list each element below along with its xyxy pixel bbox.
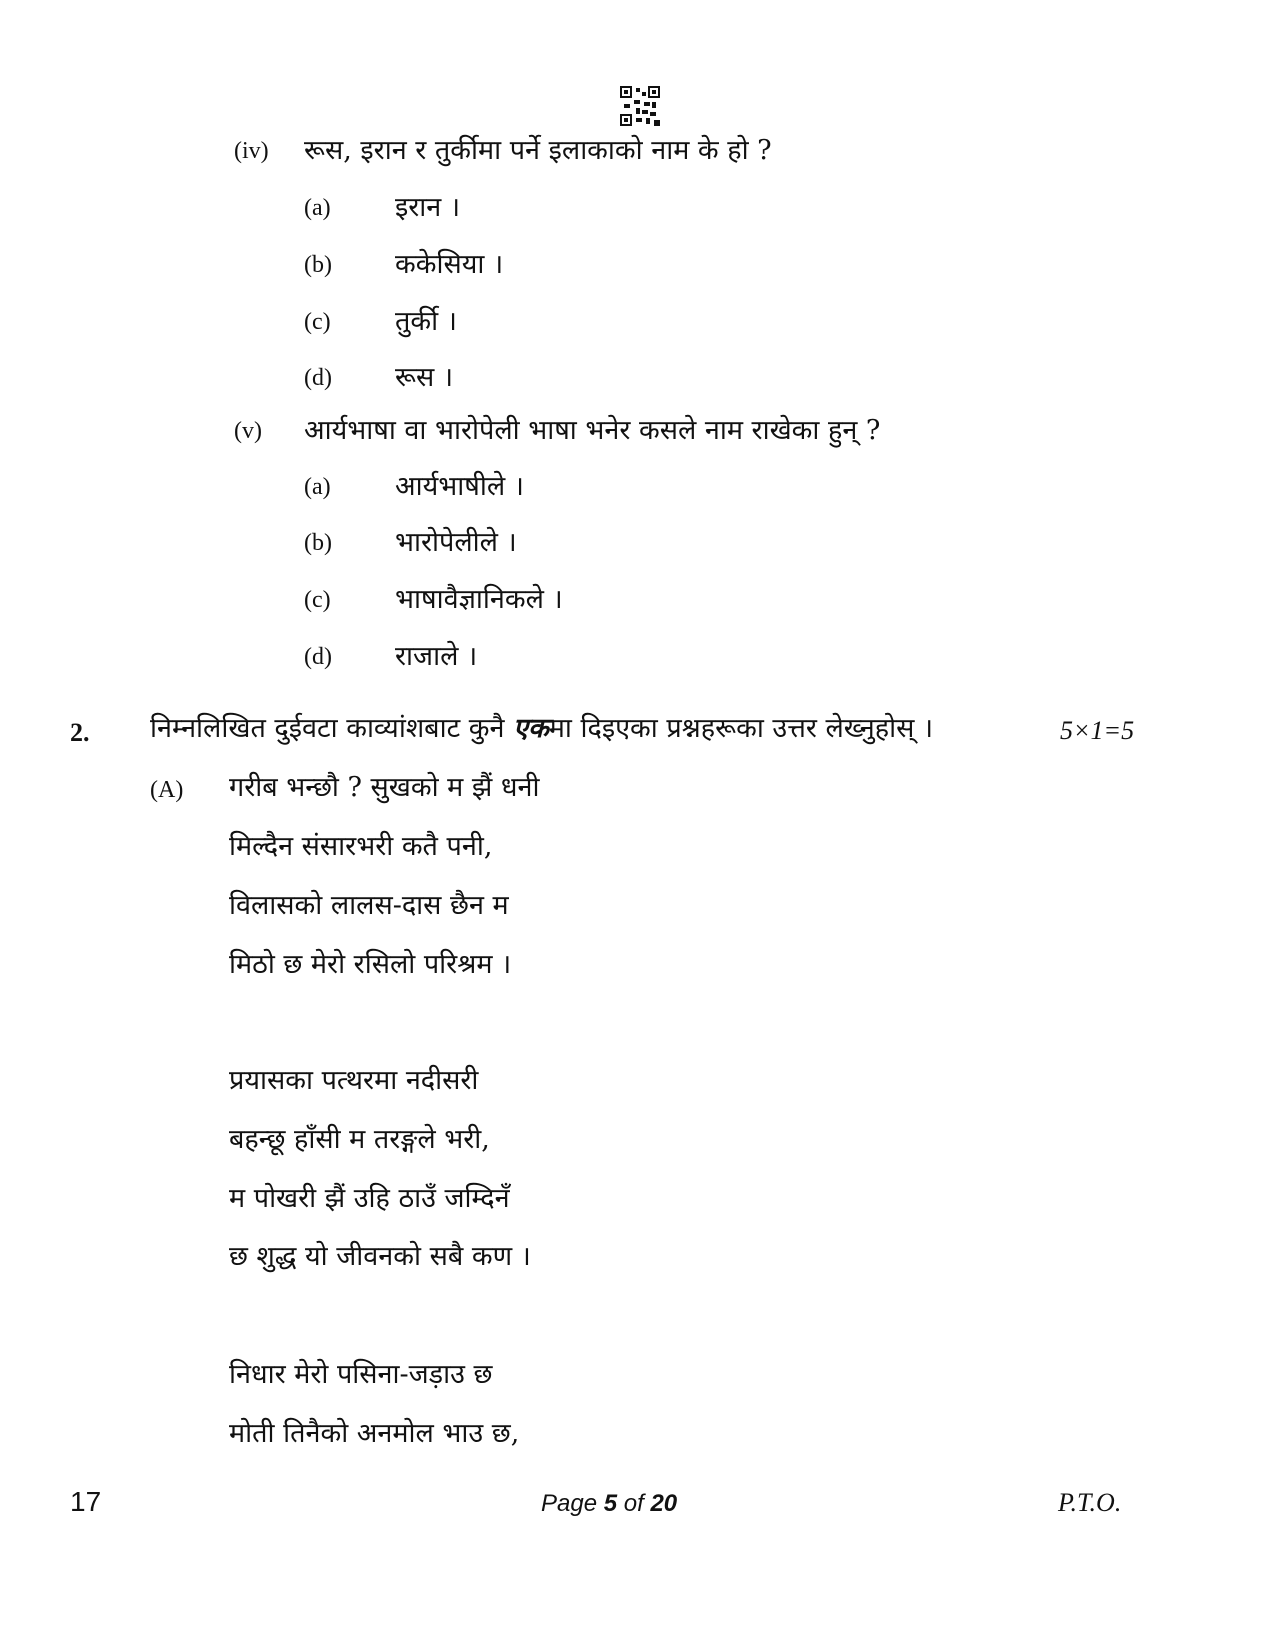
option-label: (d): [304, 644, 332, 670]
poem-line: निधार मेरो पसिना-जड़ाउ छ: [229, 1359, 493, 1390]
question-number: 2.: [70, 718, 90, 747]
question-number: (iv): [234, 138, 269, 164]
page-current: 5: [603, 1490, 618, 1517]
option-label: (a): [304, 195, 331, 221]
option-label: (a): [304, 474, 331, 500]
poem-line: प्रयासका पत्थरमा नदीसरी: [229, 1065, 479, 1096]
question-text-emphasis: एक: [513, 713, 549, 744]
option-text: ककेसिया ।: [395, 249, 504, 280]
question-text: [150, 712, 933, 746]
option-text: रूस ।: [395, 362, 454, 393]
poem-line: मिठो छ मेरो रसिलो परिश्रम ।: [229, 949, 512, 980]
page-of: of: [617, 1490, 651, 1517]
option-text: आर्यभाषीले ।: [395, 471, 524, 502]
pto-label: P.T.O.: [1058, 1488, 1122, 1517]
marks-label: 5×1=5: [1060, 716, 1135, 745]
option-label: (c): [304, 309, 331, 335]
option-label: (b): [304, 252, 332, 278]
page-prefix: Page: [541, 1490, 604, 1517]
option-text: राजाले ।: [395, 641, 478, 672]
poem-line: गरीब भन्छौ ? सुखको म झैं धनी: [229, 772, 540, 803]
question-text: रूस, इरान र तुर्कीमा पर्ने इलाकाको नाम के हो ?: [304, 135, 772, 166]
question-text: आर्यभाषा वा भारोपेली भाषा भनेर कसले नाम राखेका हुन् ?: [304, 415, 881, 446]
option-label: (c): [304, 587, 331, 613]
page-total: 20: [650, 1490, 678, 1517]
poem-line: म पोखरी झैं उहि ठाउँ जम्दिनँ: [229, 1183, 510, 1214]
option-text: इरान ।: [395, 192, 461, 223]
paper-code: 17: [70, 1486, 102, 1517]
page-number: [541, 1490, 677, 1518]
question-number: (v): [234, 418, 262, 444]
part-label: (A): [150, 777, 184, 803]
option-text: तुर्की ।: [395, 306, 457, 337]
poem-line: छ शुद्ध यो जीवनको सबै कण ।: [229, 1241, 531, 1272]
poem-line: विलासको लालस-दास छैन म: [229, 890, 509, 921]
poem-line: मिल्दैन संसारभरी कतै पनी,: [229, 831, 493, 862]
poem-line: बहन्छू हाँसी म तरङ्गले भरी,: [229, 1124, 490, 1155]
option-label: (b): [304, 530, 332, 556]
option-text: भाषावैज्ञानिकले ।: [395, 584, 563, 615]
question-text-end: मा दिइएका प्रश्नहरूका उत्तर लेख्नुहोस् ।: [548, 713, 934, 744]
option-label: (d): [304, 365, 332, 391]
question-text-start: निम्नलिखित दुईवटा काव्यांशबाट कुनै: [150, 713, 514, 744]
poem-line: मोती तिनैको अनमोल भाउ छ,: [229, 1418, 520, 1449]
option-text: भारोपेलीले ।: [395, 527, 517, 558]
qr-code-icon: [620, 86, 660, 126]
